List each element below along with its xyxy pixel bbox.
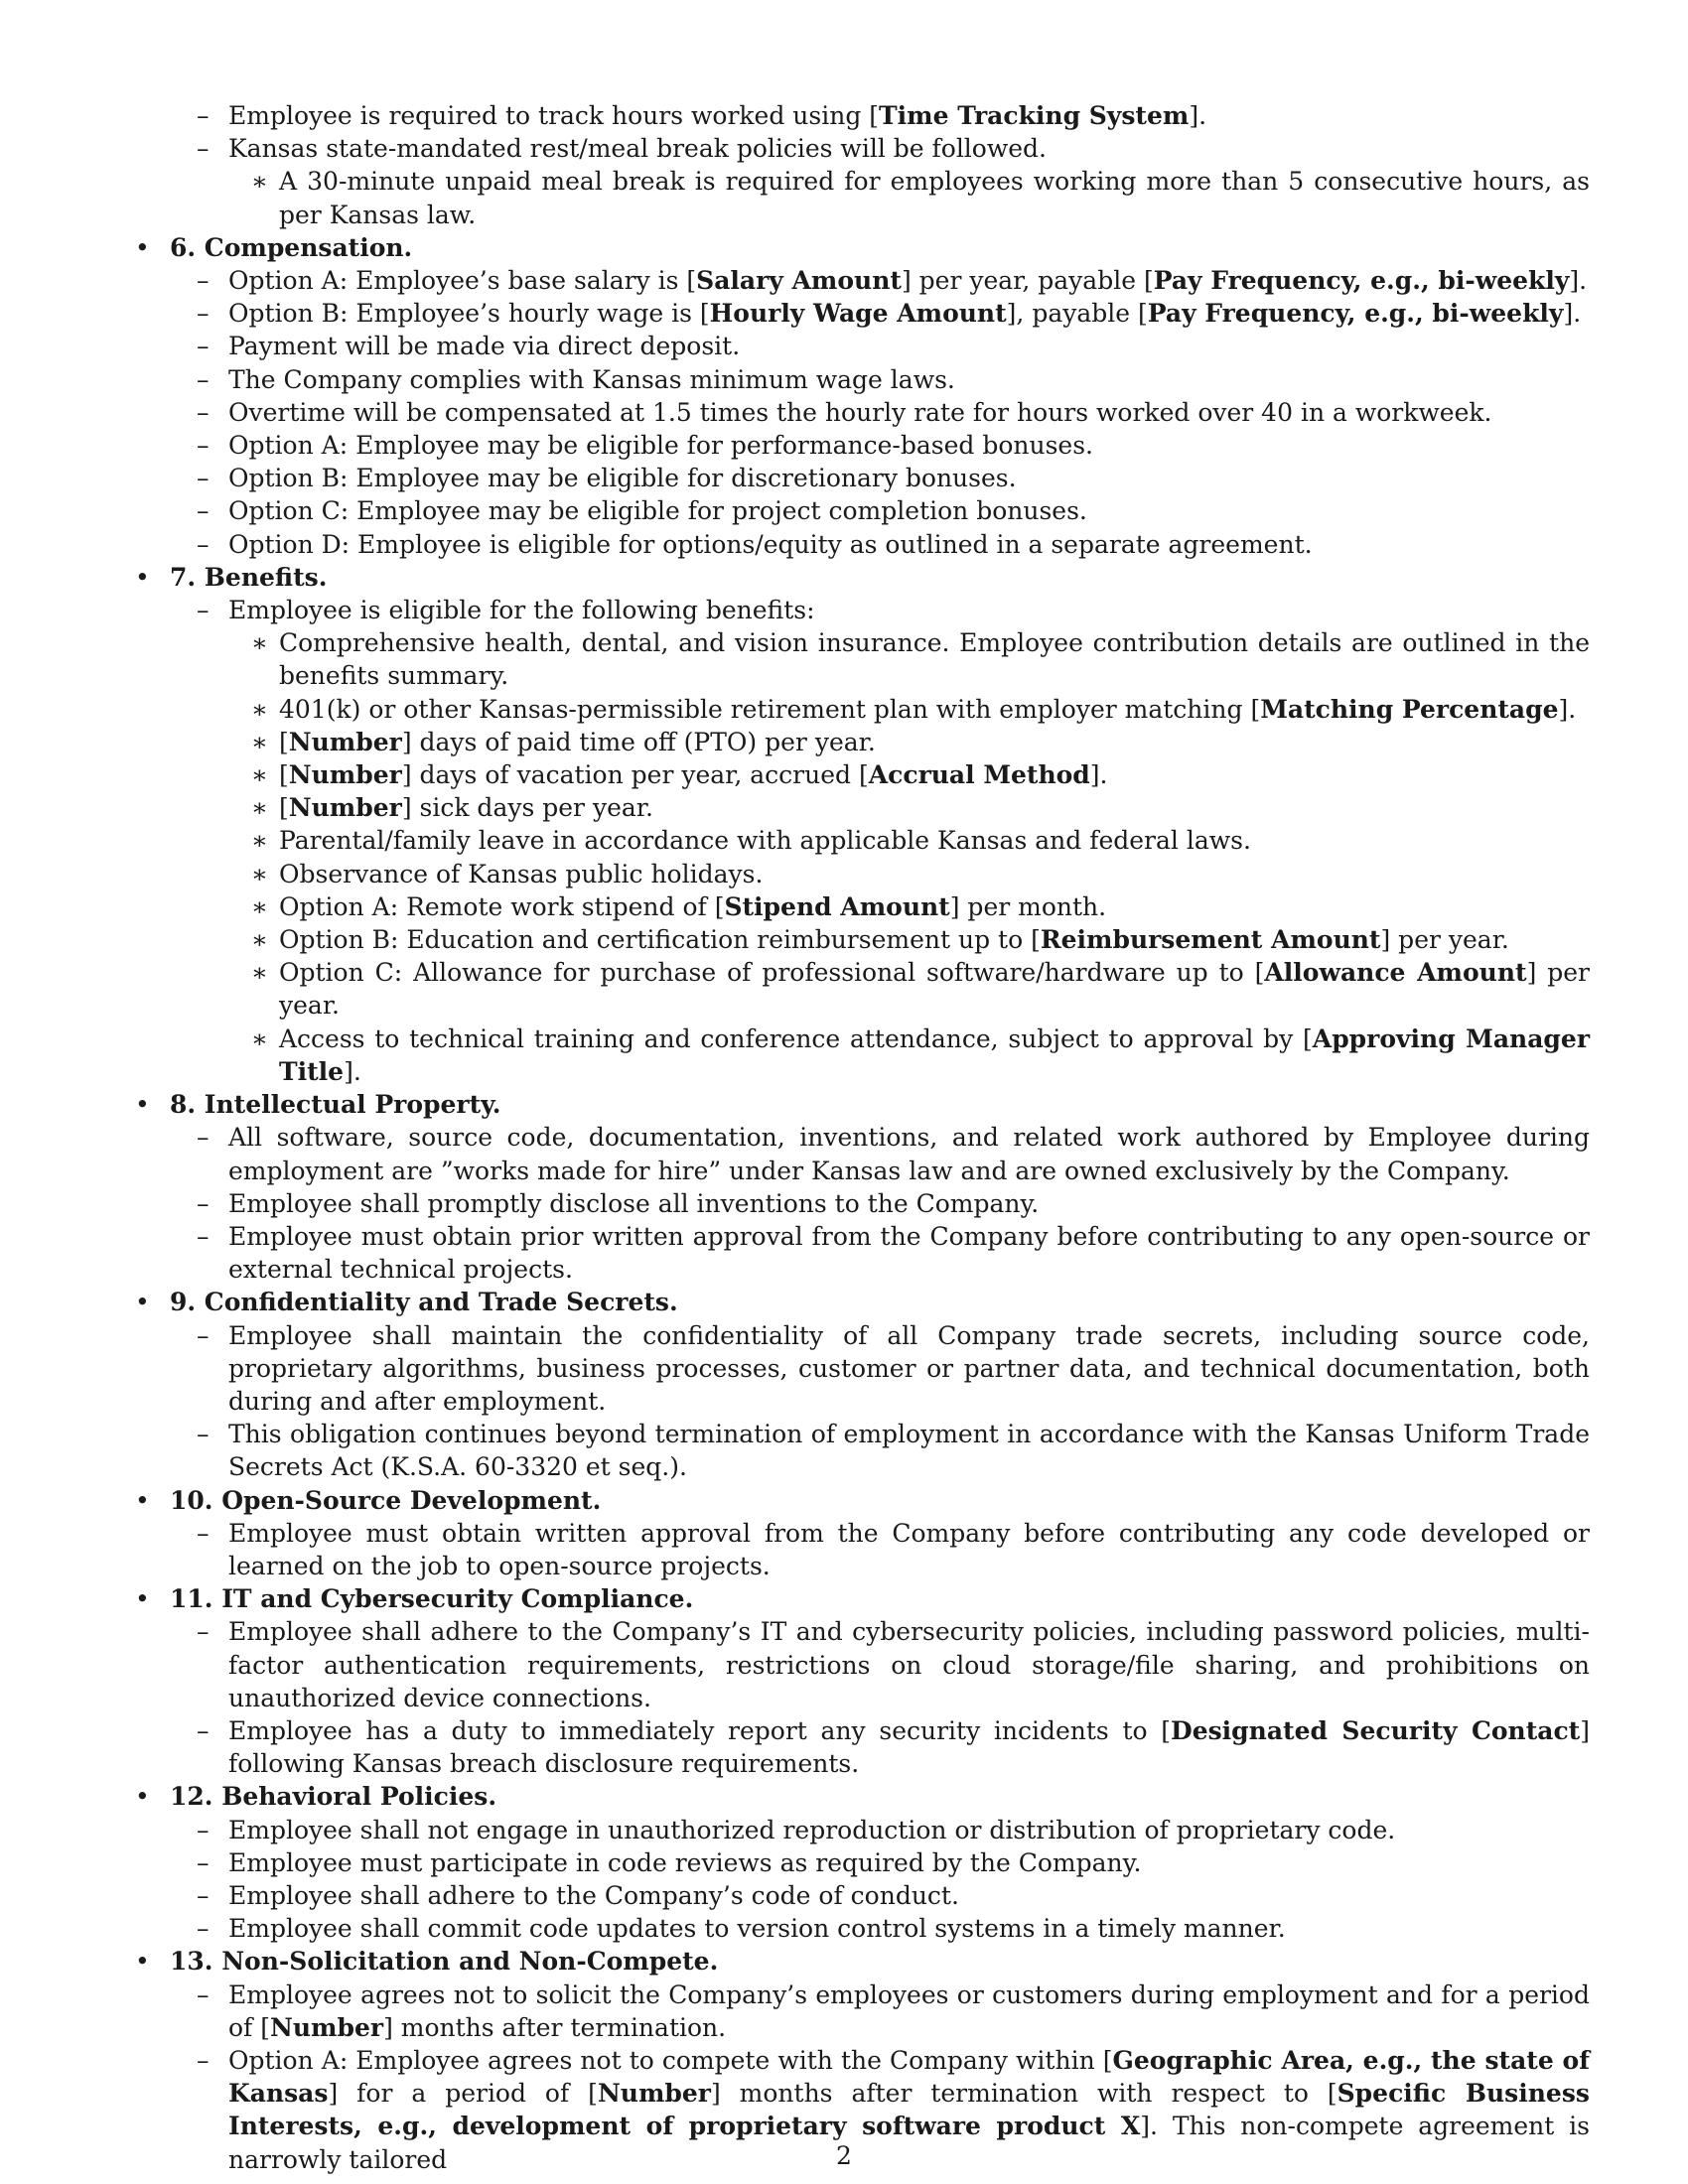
asterisk-marker: ∗	[251, 891, 268, 921]
dash-item	[135, 1517, 1590, 1582]
dash-item	[135, 1714, 1590, 1780]
text-run: Option A: Employee’s base salary is [	[228, 266, 697, 296]
dash-item	[135, 1121, 1590, 1186]
text-run: Employee shall adhere to the Company’s IT and cybersecurity policies, including password policies, multi-factor authentication requirements, restrictions on cloud storage/file sharing, and prohibitions on unauthorized device connections.	[228, 1617, 1590, 1712]
section	[135, 1484, 1590, 1583]
dash-item	[135, 594, 1590, 626]
placeholder-field: Number	[288, 793, 402, 823]
text-run: The Company complies with Kansas minimum wage laws.	[228, 364, 955, 394]
section-heading: 7. Benefits.	[170, 562, 328, 592]
sub-bullet-item	[135, 956, 1590, 1022]
section-items	[135, 1319, 1590, 1484]
placeholder-field: Accrual Method	[868, 760, 1090, 790]
dash-item	[135, 1615, 1590, 1714]
section	[135, 231, 1590, 561]
section-heading: 11. IT and Cybersecurity Compliance.	[170, 1584, 694, 1614]
dash-item	[135, 1879, 1590, 1912]
text-run: A 30-minute unpaid meal break is required for employees working more than 5 consecutive hours, as per Kansas law.	[279, 167, 1590, 229]
dash-marker: –	[197, 1979, 210, 2009]
document-body	[135, 99, 1590, 2176]
dash-item	[135, 1220, 1590, 1286]
section-heading: 13. Non-Solicitation and Non-Compete.	[170, 1947, 719, 1977]
text-run: ].	[344, 1056, 361, 1086]
placeholder-field: Allowance Amount	[1264, 958, 1527, 988]
placeholder-field: Number	[288, 760, 402, 790]
text-run: ].	[1563, 299, 1582, 329]
placeholder-field: Approving Manager Title	[279, 1024, 1590, 1086]
dash-marker: –	[197, 431, 210, 461]
text-run: Observance of Kansas public holidays.	[279, 859, 764, 888]
sections-list	[135, 231, 1590, 2176]
placeholder-field: Matching Percentage	[1260, 694, 1559, 724]
text-run: ]. This non-compete agreement is narrowly tailored	[228, 2112, 1590, 2174]
section-items	[135, 264, 1590, 561]
section-heading: 12. Behavioral Policies.	[170, 1782, 497, 1812]
dash-marker: –	[197, 134, 210, 164]
text-run: ] per year.	[1380, 925, 1509, 955]
section-heading: 10. Open-Source Development.	[170, 1485, 602, 1515]
section-items	[135, 1121, 1590, 1286]
text-run: Employee has a duty to immediately report any security incidents to [	[228, 1715, 1172, 1745]
text-run: ].	[1189, 101, 1207, 130]
text-run: ], payable [	[1006, 299, 1148, 329]
text-run: ] per year, payable [	[901, 266, 1154, 296]
asterisk-marker: ∗	[251, 958, 268, 988]
dash-item	[135, 1187, 1590, 1220]
asterisk-marker: ∗	[251, 826, 268, 856]
bullet-marker: •	[135, 562, 150, 592]
text-run: ] sick days per year.	[401, 793, 653, 823]
section-heading: 6. Compensation.	[170, 232, 413, 262]
dash-item	[135, 528, 1590, 561]
dash-item	[135, 429, 1590, 462]
section-heading: 8. Intellectual Property.	[170, 1090, 501, 1120]
asterisk-marker: ∗	[251, 727, 268, 756]
dash-item	[135, 1319, 1590, 1419]
text-run: Option A: Employee may be eligible for performance-based bonuses.	[228, 431, 1093, 461]
bullet-marker: •	[135, 1090, 150, 1120]
sub-bullet-item	[135, 890, 1590, 923]
dash-marker: –	[197, 101, 210, 130]
dash-marker: –	[197, 1847, 210, 1877]
text-run: ] for a period of [	[328, 2079, 598, 2109]
placeholder-field: Reimbursement Amount	[1040, 925, 1381, 955]
text-run: Employee shall promptly disclose all inventions to the Company.	[228, 1188, 1040, 1218]
text-run: Payment will be made via direct deposit.	[228, 332, 741, 361]
placeholder-field: Geographic Area, e.g., the state of Kansas	[228, 2045, 1590, 2109]
text-run: ] per month.	[949, 891, 1107, 921]
text-run: Employee is eligible for the following benefits:	[228, 596, 815, 625]
asterisk-marker: ∗	[251, 760, 268, 790]
text-run: Option C: Allowance for purchase of professional software/hardware up to [	[279, 958, 1265, 988]
text-run: This obligation continues beyond termination of employment in accordance with the Kansas Uniform Trade Secrets Act (K.S.A. 60-3320 et seq.).	[228, 1420, 1590, 1482]
dash-item	[135, 1418, 1590, 1483]
dash-marker: –	[197, 1420, 210, 1449]
section	[135, 1780, 1590, 1945]
text-run: [	[279, 727, 289, 756]
sub-bullet-item	[135, 858, 1590, 890]
dash-item	[135, 396, 1590, 429]
dash-marker: –	[197, 1914, 210, 1944]
dash-item	[135, 494, 1590, 527]
sub-bullet-item	[135, 923, 1590, 956]
section-items	[135, 1615, 1590, 1780]
text-run: Employee shall commit code updates to version control systems in a timely manner.	[228, 1914, 1286, 1944]
text-run: Option B: Employee may be eligible for discretionary bonuses.	[228, 464, 1017, 493]
placeholder-field: Salary Amount	[696, 266, 902, 296]
placeholder-field: Number	[270, 2012, 384, 2042]
sub-bullet-item	[135, 824, 1590, 857]
dash-marker: –	[197, 397, 210, 427]
text-run: All software, source code, documentation, inventions, and related work authored by Employee during employment are ”works made for hire” under Kansas law and are owned exclusively by the Company.	[228, 1123, 1590, 1185]
dash-marker: –	[197, 1221, 210, 1251]
asterisk-marker: ∗	[251, 167, 268, 197]
dash-item	[135, 462, 1590, 494]
dash-marker: –	[197, 266, 210, 296]
text-run: Option B: Employee’s hourly wage is [	[228, 299, 710, 329]
placeholder-field: Hourly Wage Amount	[709, 299, 1007, 329]
bullet-marker: •	[135, 1288, 150, 1317]
dash-marker: –	[197, 464, 210, 493]
bullet-marker: •	[135, 1584, 150, 1614]
dash-item	[135, 99, 1590, 132]
dash-item	[135, 132, 1590, 165]
dash-marker: –	[197, 1188, 210, 1218]
page-number: 2	[836, 2141, 852, 2170]
placeholder-field: Time Tracking System	[879, 101, 1190, 130]
text-run: Employee shall not engage in unauthorized reproduction or distribution of proprietary code.	[228, 1815, 1396, 1844]
dash-item	[135, 330, 1590, 362]
text-run: Overtime will be compensated at 1.5 times the hourly rate for hours worked over 40 in a workweek.	[228, 397, 1492, 427]
section	[135, 1088, 1590, 1286]
sub-bullet-item	[135, 693, 1590, 726]
section-items	[135, 594, 1590, 1088]
sub-bullet-item	[135, 626, 1590, 692]
dash-marker: –	[197, 1123, 210, 1153]
bullet-marker: •	[135, 1782, 150, 1812]
dash-item	[135, 1814, 1590, 1846]
text-run: [	[279, 793, 289, 823]
text-run: Employee must participate in code reviews as required by the Company.	[228, 1847, 1142, 1877]
text-run: Option A: Employee agrees not to compete with the Company within [	[228, 2045, 1113, 2075]
sub-bullet-item	[135, 758, 1590, 791]
text-run: Access to technical training and conference attendance, subject to approval by [	[279, 1024, 1313, 1053]
text-run: Option B: Education and certification reimbursement up to [	[279, 925, 1041, 955]
placeholder-field: Specific Business Interests, e.g., development of proprietary software product X	[228, 2079, 1590, 2141]
text-run: ] per year.	[279, 958, 1591, 1021]
asterisk-marker: ∗	[251, 628, 268, 658]
dash-marker: –	[197, 1815, 210, 1844]
intro-items	[135, 99, 1590, 231]
dash-item	[135, 297, 1590, 330]
text-run: Employee must obtain prior written approval from the Company before contributing to any open-source or external technical projects.	[228, 1221, 1590, 1285]
bullet-marker: •	[135, 1947, 150, 1977]
asterisk-marker: ∗	[251, 1024, 268, 1053]
dash-marker: –	[197, 596, 210, 625]
asterisk-marker: ∗	[251, 694, 268, 724]
text-run: Option C: Employee may be eligible for project completion bonuses.	[228, 496, 1087, 526]
placeholder-field: Number	[288, 727, 402, 756]
text-run: ] months after termination.	[383, 2012, 727, 2042]
dash-marker: –	[197, 496, 210, 526]
section-items	[135, 1814, 1590, 1946]
bullet-marker: •	[135, 1485, 150, 1515]
text-run: Employee shall maintain the confidentiality of all Company trade secrets, including source code, proprietary algorithms, business processes, customer or partner data, and technical documentation, both during and after employment.	[228, 1320, 1590, 1416]
dash-marker: –	[197, 529, 210, 559]
dash-marker: –	[197, 299, 210, 329]
placeholder-field: Pay Frequency, e.g., bi-weekly	[1147, 299, 1564, 329]
sub-bullet-item	[135, 791, 1590, 824]
dash-marker: –	[197, 1880, 210, 1910]
text-run: Option D: Employee is eligible for options/equity as outlined in a separate agreement.	[228, 529, 1313, 559]
text-run: Option A: Remote work stipend of [	[279, 891, 725, 921]
text-run: ].	[1089, 760, 1108, 790]
bullet-marker: •	[135, 232, 150, 262]
asterisk-marker: ∗	[251, 925, 268, 955]
section	[135, 1286, 1590, 1483]
section-items	[135, 1517, 1590, 1582]
text-run: Employee is required to track hours worked using [	[228, 101, 880, 130]
sub-bullet-item	[135, 165, 1590, 230]
dash-item	[135, 1846, 1590, 1879]
placeholder-field: Stipend Amount	[724, 891, 950, 921]
text-run: [	[279, 760, 289, 790]
text-run: Employee agrees not to solicit the Company’s employees or customers during employment and for a period of [	[228, 1979, 1590, 2042]
text-run: Employee shall adhere to the Company’s code of conduct.	[228, 1880, 959, 1910]
text-run: ].	[1558, 694, 1577, 724]
text-run: Comprehensive health, dental, and vision insurance. Employee contribution details are outlined in the benefits summary.	[279, 628, 1590, 691]
dash-marker: –	[197, 364, 210, 394]
sub-bullet-item	[135, 726, 1590, 758]
section	[135, 561, 1590, 1088]
text-run: ] following Kansas breach disclosure requirements.	[228, 1715, 1590, 1779]
section-heading: 9. Confidentiality and Trade Secrets.	[170, 1288, 678, 1317]
text-run: Parental/family leave in accordance with applicable Kansas and federal laws.	[279, 826, 1251, 856]
text-run: Employee must obtain written approval from the Company before contributing any code developed or learned on the job to open-source projects.	[228, 1518, 1590, 1580]
text-run: ].	[1569, 266, 1588, 296]
dash-marker: –	[197, 332, 210, 361]
dash-marker: –	[197, 2045, 210, 2075]
placeholder-field: Designated Security Contact	[1171, 1715, 1581, 1745]
dash-marker: –	[197, 1320, 210, 1350]
asterisk-marker: ∗	[251, 793, 268, 823]
text-run: Kansas state-mandated rest/meal break policies will be followed.	[228, 134, 1047, 164]
text-run: ] months after termination with respect to [	[710, 2079, 1337, 2109]
dash-item	[135, 1912, 1590, 1945]
asterisk-marker: ∗	[251, 859, 268, 888]
text-run: ] days of paid time off (PTO) per year.	[401, 727, 876, 756]
text-run: ] days of vacation per year, accrued [	[401, 760, 869, 790]
dash-marker: –	[197, 1715, 210, 1745]
text-run: 401(k) or other Kansas-permissible retirement plan with employer matching [	[279, 694, 1261, 724]
placeholder-field: Pay Frequency, e.g., bi-weekly	[1153, 266, 1570, 296]
placeholder-field: Number	[597, 2079, 711, 2109]
section	[135, 1582, 1590, 1780]
dash-item	[135, 264, 1590, 297]
dash-item	[135, 363, 1590, 396]
dash-marker: –	[197, 1617, 210, 1647]
dash-marker: –	[197, 1518, 210, 1548]
sub-bullet-item	[135, 1023, 1590, 1088]
dash-item	[135, 1979, 1590, 2044]
